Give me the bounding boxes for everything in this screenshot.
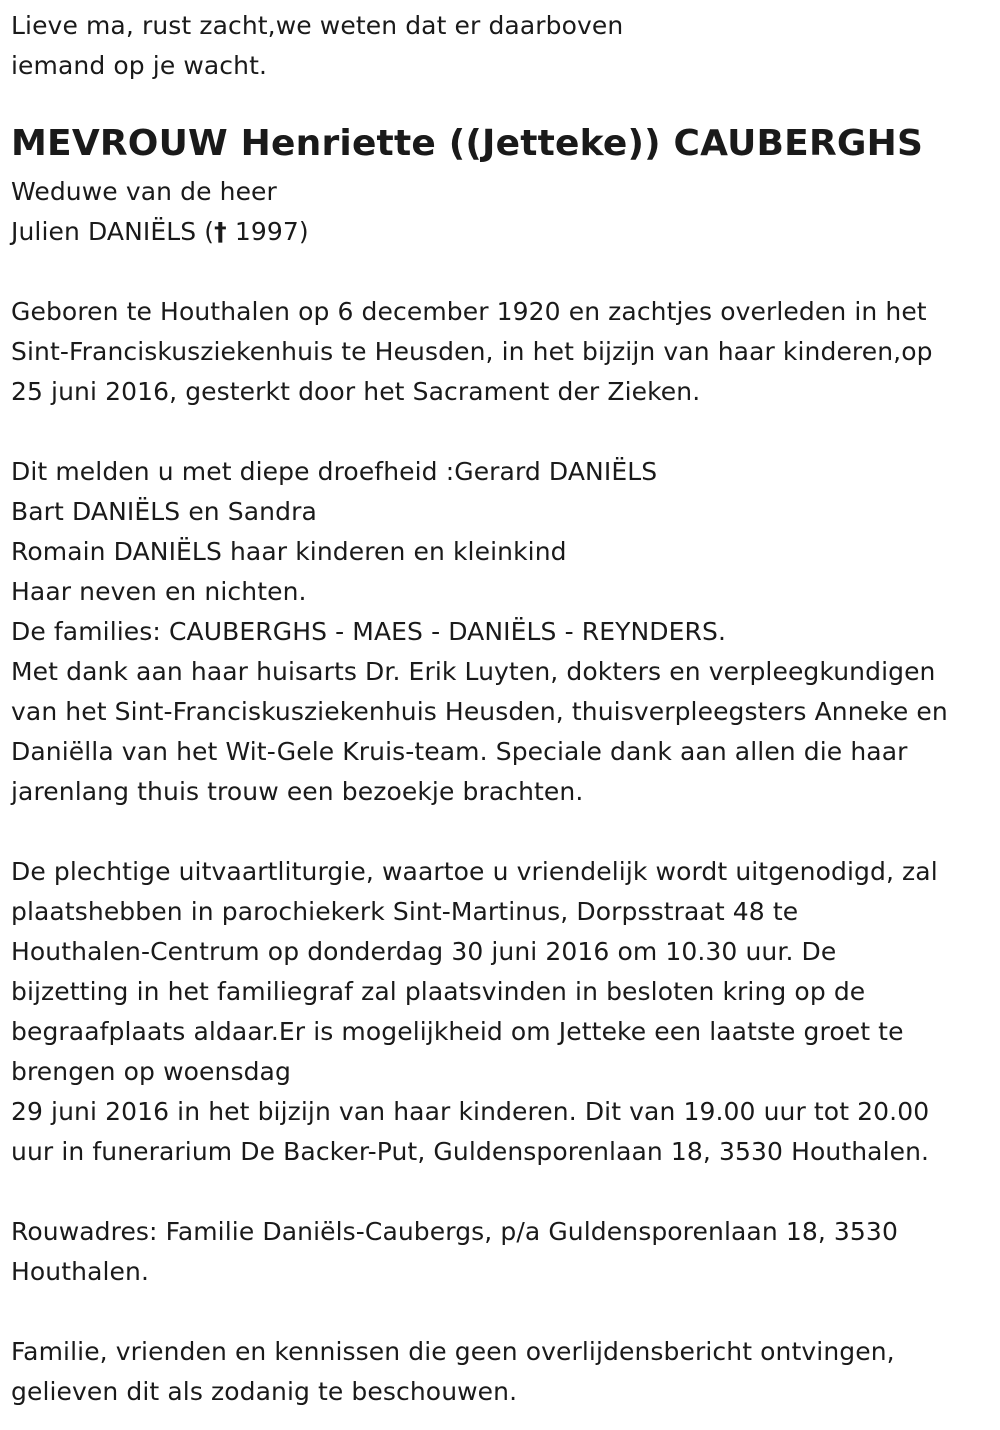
paragraph-line: Sint-Franciskusziekenhuis te Heusden, in het bijzijn van haar kinderen,op [11, 337, 933, 366]
paragraph-line: Met dank aan haar huisarts Dr. Erik Luyten, dokters en verpleegkundigen [11, 657, 936, 686]
paragraph-line: uur in funerarium De Backer-Put, Guldensporenlaan 18, 3530 Houthalen. [11, 1137, 930, 1166]
spouse-line: Weduwe van de heer [11, 177, 277, 206]
paragraph-line: brengen op woensdag [11, 1057, 291, 1086]
paragraph-line: Houthalen-Centrum op donderdag 30 juni 2016 om 10.30 uur. De [11, 937, 837, 966]
paragraph-line: begraafplaats aldaar.Er is mogelijkheid om Jetteke een laatste groet te [11, 1017, 904, 1046]
paragraph-line: Bart DANIËLS en Sandra [11, 497, 317, 526]
paragraph-line: Dit melden u met diepe droefheid :Gerard DANIËLS [11, 457, 658, 486]
spacer [11, 812, 988, 852]
paragraph-line: Familie, vrienden en kennissen die geen overlijdensbericht ontvingen, [11, 1337, 895, 1366]
paragraph-line: De families: CAUBERGHS - MAES - DANIËLS - REYNDERS. [11, 617, 727, 646]
spouse-death-year: 1997) [226, 217, 309, 246]
spacer [11, 412, 988, 452]
paragraph-line: bijzetting in het familiegraf zal plaatsvinden in besloten kring op de [11, 977, 866, 1006]
spacer [11, 252, 988, 292]
deceased-name-heading: MEVROUW Henriette ((Jetteke)) CAUBERGHS [11, 123, 924, 164]
paragraph-line: gelieven dit als zodanig te beschouwen. [11, 1377, 518, 1406]
spacer [11, 1292, 988, 1332]
paragraph-line: Rouwadres: Familie Daniëls-Caubergs, p/a Guldensporenlaan 18, 3530 [11, 1217, 898, 1246]
spouse-info [11, 172, 988, 252]
mourners-paragraph [11, 452, 988, 812]
motto-line: Lieve ma, rust zacht,we weten dat er daarboven [11, 11, 624, 40]
closing-paragraph [11, 1332, 988, 1412]
paragraph-line: Romain DANIËLS haar kinderen en kleinkind [11, 537, 567, 566]
paragraph-line: Daniëlla van het Wit-Gele Kruis-team. Speciale dank aan allen die haar [11, 737, 908, 766]
motto [11, 6, 988, 86]
paragraph-line: 25 juni 2016, gesterkt door het Sacrament der Zieken. [11, 377, 701, 406]
paragraph-line: Houthalen. [11, 1257, 150, 1286]
paragraph-line: jarenlang thuis trouw een bezoekje brachten. [11, 777, 584, 806]
address-paragraph [11, 1212, 988, 1292]
motto-line: iemand op je wacht. [11, 51, 268, 80]
spacer [11, 1172, 988, 1212]
paragraph-line: plaatshebben in parochiekerk Sint-Martinus, Dorpsstraat 48 te [11, 897, 799, 926]
paragraph-line: 29 juni 2016 in het bijzijn van haar kinderen. Dit van 19.00 uur tot 20.00 [11, 1097, 930, 1126]
spouse-name-line [11, 212, 988, 252]
paragraph-line: De plechtige uitvaartliturgie, waartoe u vriendelijk wordt uitgenodigd, zal [11, 857, 938, 886]
funeral-paragraph [11, 852, 988, 1172]
cross-icon: † [214, 217, 227, 246]
birth-death-paragraph [11, 292, 988, 412]
paragraph-line: van het Sint-Franciskusziekenhuis Heusden, thuisverpleegsters Anneke en [11, 697, 948, 726]
spouse-name: Julien DANIËLS ( [11, 217, 215, 246]
paragraph-line: Geboren te Houthalen op 6 december 1920 en zachtjes overleden in het [11, 297, 927, 326]
paragraph-line: Haar neven en nichten. [11, 577, 307, 606]
